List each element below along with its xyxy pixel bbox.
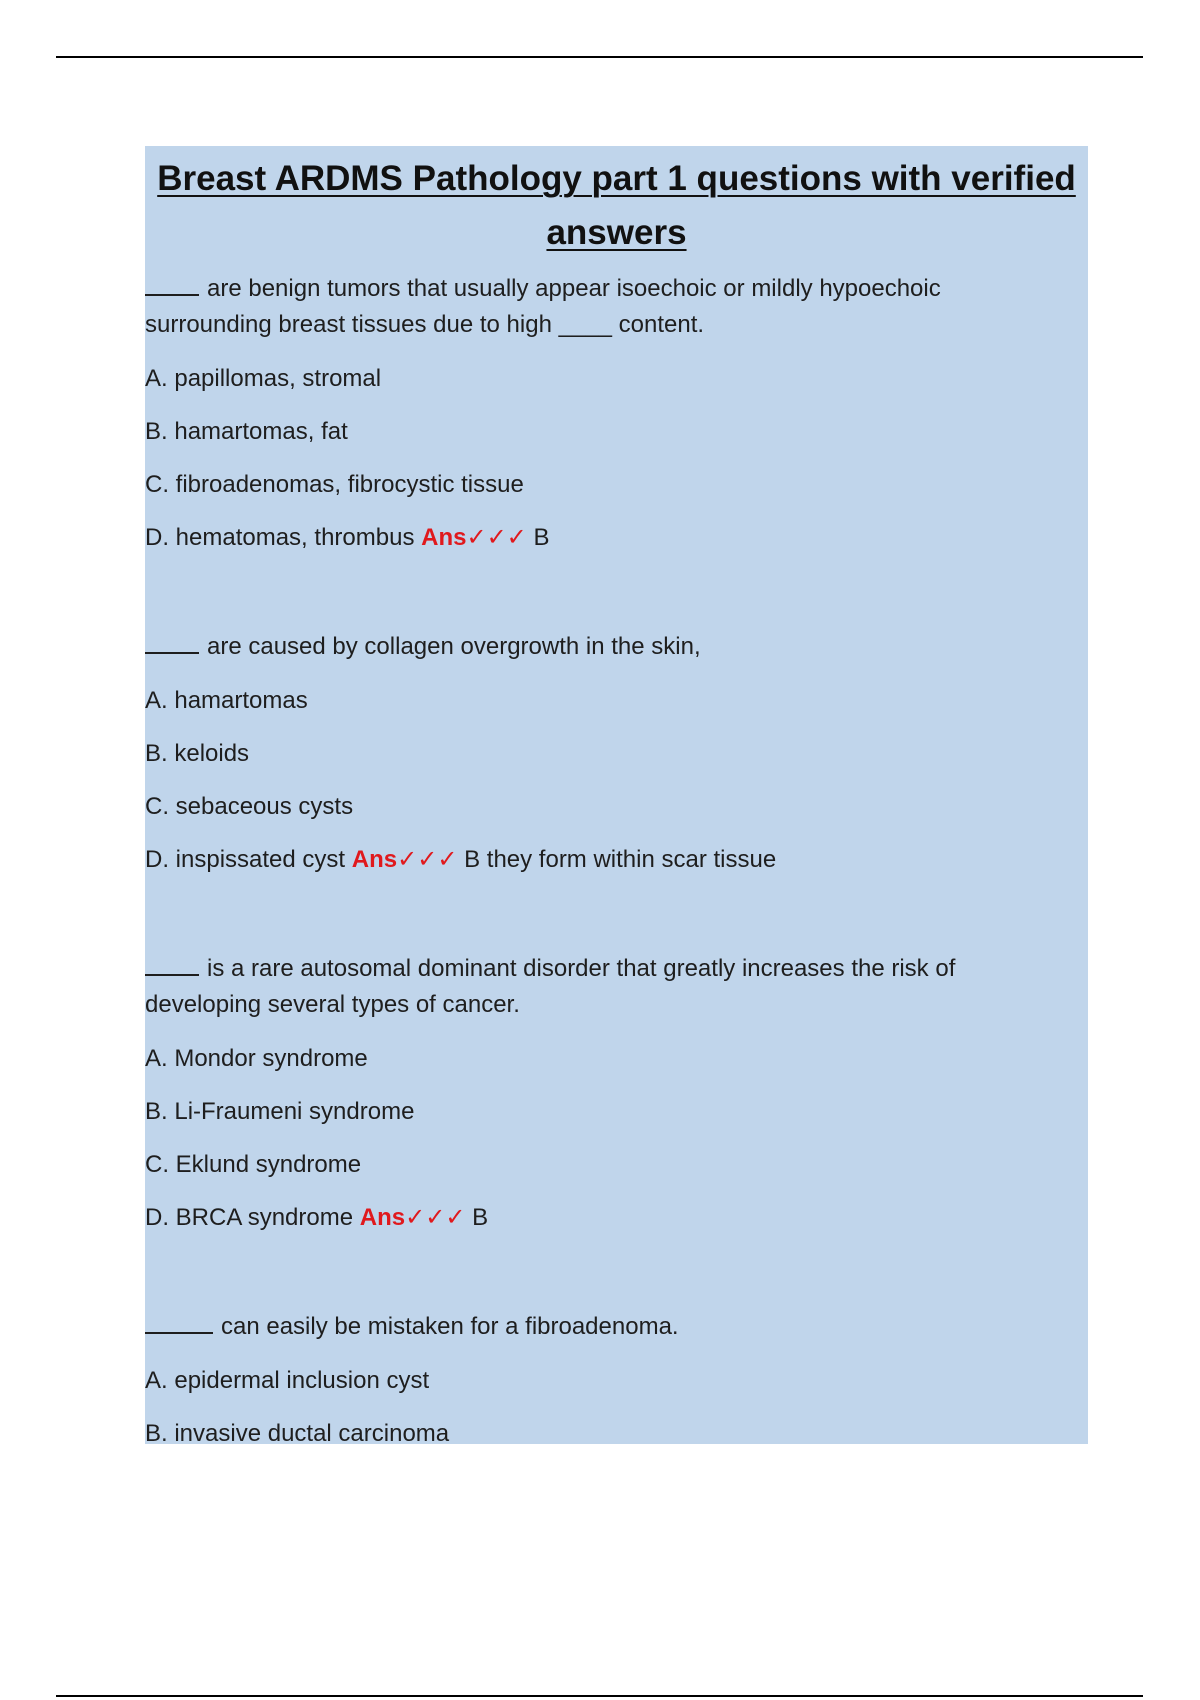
answer-value: B bbox=[533, 524, 550, 551]
checkmark-icon: ✓✓✓ bbox=[397, 846, 458, 873]
answer-blank bbox=[145, 268, 199, 296]
option-c: C. fibroadenomas, fibrocystic tissue bbox=[145, 471, 524, 498]
question-3 bbox=[145, 948, 1065, 1236]
option-c: C. Eklund syndrome bbox=[145, 1151, 362, 1178]
question-stem bbox=[145, 1306, 1065, 1345]
stem-text: is a rare autosomal dominant disorder that greatly increases the risk of developing several types of cancer. bbox=[145, 955, 956, 1018]
answer-blank bbox=[145, 626, 199, 654]
question-stem bbox=[145, 948, 1065, 1023]
stem-text: are benign tumors that usually appear isoechoic or mildly hypoechoic surrounding breast tissues due to high ____ content. bbox=[145, 275, 941, 338]
stem-text: can easily be mistaken for a fibroadenoma. bbox=[221, 1313, 679, 1340]
option-b: B. Li-Fraumeni syndrome bbox=[145, 1098, 415, 1125]
option-d-text: D. hematomas, thrombus bbox=[145, 524, 415, 551]
stem-text: are caused by collagen overgrowth in the skin, bbox=[207, 633, 701, 660]
top-rule bbox=[56, 56, 1143, 58]
answer-blank bbox=[145, 1306, 213, 1334]
option-a: A. epidermal inclusion cyst bbox=[145, 1367, 430, 1394]
checkmark-icon: ✓✓✓ bbox=[466, 524, 527, 551]
option-d bbox=[145, 1200, 1065, 1236]
answer-value: B bbox=[472, 1204, 489, 1231]
option-a: A. Mondor syndrome bbox=[145, 1045, 368, 1072]
option-a: A. hamartomas bbox=[145, 687, 308, 714]
option-b: B. keloids bbox=[145, 740, 250, 767]
option-b: B. hamartomas, fat bbox=[145, 418, 348, 445]
answer-label: Ans bbox=[421, 524, 467, 551]
option-a: A. papillomas, stromal bbox=[145, 365, 382, 392]
question-list bbox=[145, 268, 1065, 1469]
checkmark-icon: ✓✓✓ bbox=[405, 1204, 466, 1231]
question-2 bbox=[145, 626, 1065, 878]
question-stem bbox=[145, 626, 1065, 665]
answer-label: Ans bbox=[359, 1204, 406, 1231]
question-4 bbox=[145, 1306, 1065, 1452]
option-d-text: D. inspissated cyst bbox=[145, 846, 346, 873]
document-title: Breast ARDMS Pathology part 1 questions with verified answers bbox=[157, 159, 1076, 252]
answer-value: B they form within scar tissue bbox=[464, 846, 777, 873]
option-d bbox=[145, 842, 1065, 878]
option-d-text: D. BRCA syndrome bbox=[145, 1204, 354, 1231]
question-1 bbox=[145, 268, 1065, 556]
answer-label: Ans bbox=[351, 846, 398, 873]
question-stem bbox=[145, 268, 1065, 343]
bottom-rule bbox=[56, 1695, 1143, 1697]
option-d bbox=[145, 520, 1065, 556]
answer-blank bbox=[145, 948, 199, 976]
option-c: C. sebaceous cysts bbox=[145, 793, 354, 820]
option-b: B. invasive ductal carcinoma bbox=[145, 1420, 450, 1447]
